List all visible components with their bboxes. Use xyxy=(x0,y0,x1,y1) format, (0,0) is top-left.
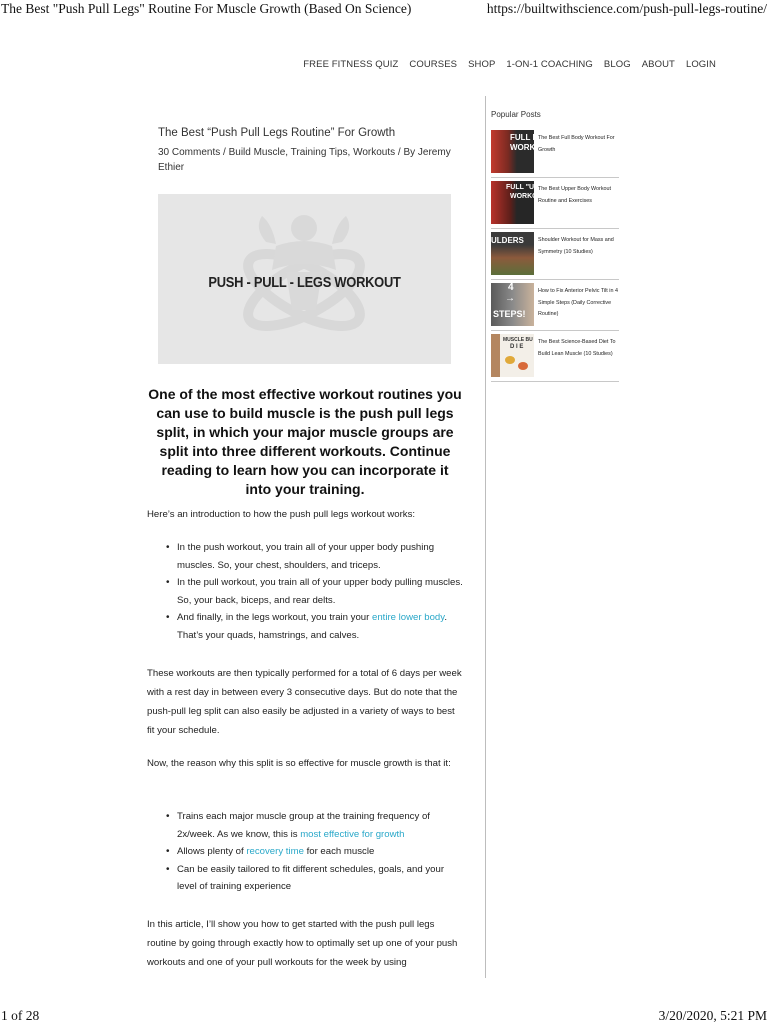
nav-item-blog[interactable]: BLOG xyxy=(603,59,631,70)
workout-split-list xyxy=(166,539,466,645)
divider xyxy=(491,330,619,331)
print-footer xyxy=(0,1004,768,1024)
nav-item-about[interactable]: ABOUT xyxy=(641,59,675,70)
nav-item-coaching[interactable]: 1-ON-1 COACHING xyxy=(506,59,593,70)
sidebar-divider xyxy=(485,96,486,978)
schedule-paragraph: These workouts are then typically performed for a total of 6 days per week with a rest day in between every 3 consecutive days. But do note that the push-pull leg split can also easily be adjusted in a variety of ways to best fit your schedule. xyxy=(147,668,462,736)
popular-posts-heading: Popular Posts xyxy=(491,110,541,119)
popular-post-title[interactable]: Shoulder Workout for Mass and Symmetry (10 Studies) xyxy=(538,237,614,255)
popular-post-title[interactable]: The Best Full Body Workout For Growth xyxy=(538,135,615,153)
list-item: • Trains each major muscle group at the training frequency of 2x/week. As we know, this is most effective for growth xyxy=(166,808,466,843)
link-recovery-time[interactable]: recovery time xyxy=(246,846,304,858)
nav-item-login[interactable]: LOGIN xyxy=(685,59,716,70)
hero-image xyxy=(158,194,451,364)
post-thumbnail: FULL B WORK xyxy=(491,130,534,173)
post-meta: 30 Comments / Build Muscle, Training Tips, Workouts / By Jeremy Ethier xyxy=(158,147,451,173)
popular-post-diet[interactable] xyxy=(491,334,619,384)
link-most-effective-for-growth[interactable]: most effective for growth xyxy=(300,828,405,840)
popular-post-shoulder[interactable] xyxy=(491,232,619,282)
article-overview-paragraph: In this article, I’ll show you how to get started with the push pull legs routine by going through exactly how to optimally set up one of your push workouts and one of your pull workouts for the week by using xyxy=(147,919,458,968)
post-thumbnail: 4 → STEPS! xyxy=(491,283,534,326)
thumbnail-person xyxy=(491,334,500,377)
food-bowl-icon xyxy=(505,356,515,364)
print-header xyxy=(0,0,768,20)
popular-post-title[interactable]: The Best Science-Based Diet To Build Lean Muscle (10 Studies) xyxy=(538,339,616,357)
post-thumbnail: MUSCLE BU D I E xyxy=(491,334,534,377)
post-thumbnail: FULL "UP WORKO xyxy=(491,181,534,224)
post-thumbnail: ULDERS xyxy=(491,232,534,275)
intro-paragraph: Here’s an introduction to how the push pull legs workout works: xyxy=(147,509,416,520)
divider xyxy=(491,177,619,178)
list-item: • In the pull workout, you train all of your upper body pulling muscles. So, your back, biceps, and rear delts. xyxy=(166,574,466,609)
hero-label: PUSH - PULL - LEGS WORKOUT xyxy=(208,274,401,291)
print-page-title: The Best "Push Pull Legs" Routine For Muscle Growth (Based On Science) xyxy=(1,1,412,16)
post-title: The Best “Push Pull Legs Routine” For Growth xyxy=(158,127,396,139)
list-item: • And finally, in the legs workout, you train your entire lower body. That’s your quads, hamstrings, and calves. xyxy=(166,609,466,644)
popular-post-upper-body[interactable] xyxy=(491,181,619,231)
divider xyxy=(491,279,619,280)
print-datetime: 3/20/2020, 5:21 PM xyxy=(658,1008,767,1023)
print-page-number: 1 of 28 xyxy=(1,1008,40,1023)
popular-post-title[interactable]: The Best Upper Body Workout Routine and Exercises xyxy=(538,186,612,204)
food-bowl-icon xyxy=(518,362,528,370)
site-nav xyxy=(303,59,716,70)
list-item: • Can be easily tailored to fit different schedules, goals, and your level of training experience xyxy=(166,861,466,896)
nav-item-free-fitness-quiz[interactable]: FREE FITNESS QUIZ xyxy=(303,59,399,70)
lede-paragraph: One of the most effective workout routines you can use to build muscle is the push pull legs split, in which your major muscle groups are split into three different workouts. Continue reading to learn how you can incorporate it into your training. xyxy=(148,386,462,497)
divider xyxy=(491,228,619,229)
list-item: • Allows plenty of recovery time for each muscle xyxy=(166,843,466,861)
popular-post-title[interactable]: How to Fix Anterior Pelvic Tilt in 4 Simple Steps (Daily Corrective Routine) xyxy=(538,288,618,317)
link-entire-lower-body[interactable]: entire lower body xyxy=(372,612,445,624)
nav-item-courses[interactable]: COURSES xyxy=(409,59,458,70)
divider xyxy=(491,381,619,382)
list-item: • In the push workout, you train all of your upper body pushing muscles. So, your chest, shoulders, and triceps. xyxy=(166,539,466,574)
popular-post-pelvic-tilt[interactable] xyxy=(491,283,619,333)
reason-paragraph: Now, the reason why this split is so effective for muscle growth is that it: xyxy=(147,758,451,769)
print-url: https://builtwithscience.com/push-pull-legs-routine/ xyxy=(486,1,767,16)
benefits-list xyxy=(166,808,466,896)
nav-item-shop[interactable]: SHOP xyxy=(468,59,496,70)
popular-post-full-body[interactable] xyxy=(491,130,619,180)
